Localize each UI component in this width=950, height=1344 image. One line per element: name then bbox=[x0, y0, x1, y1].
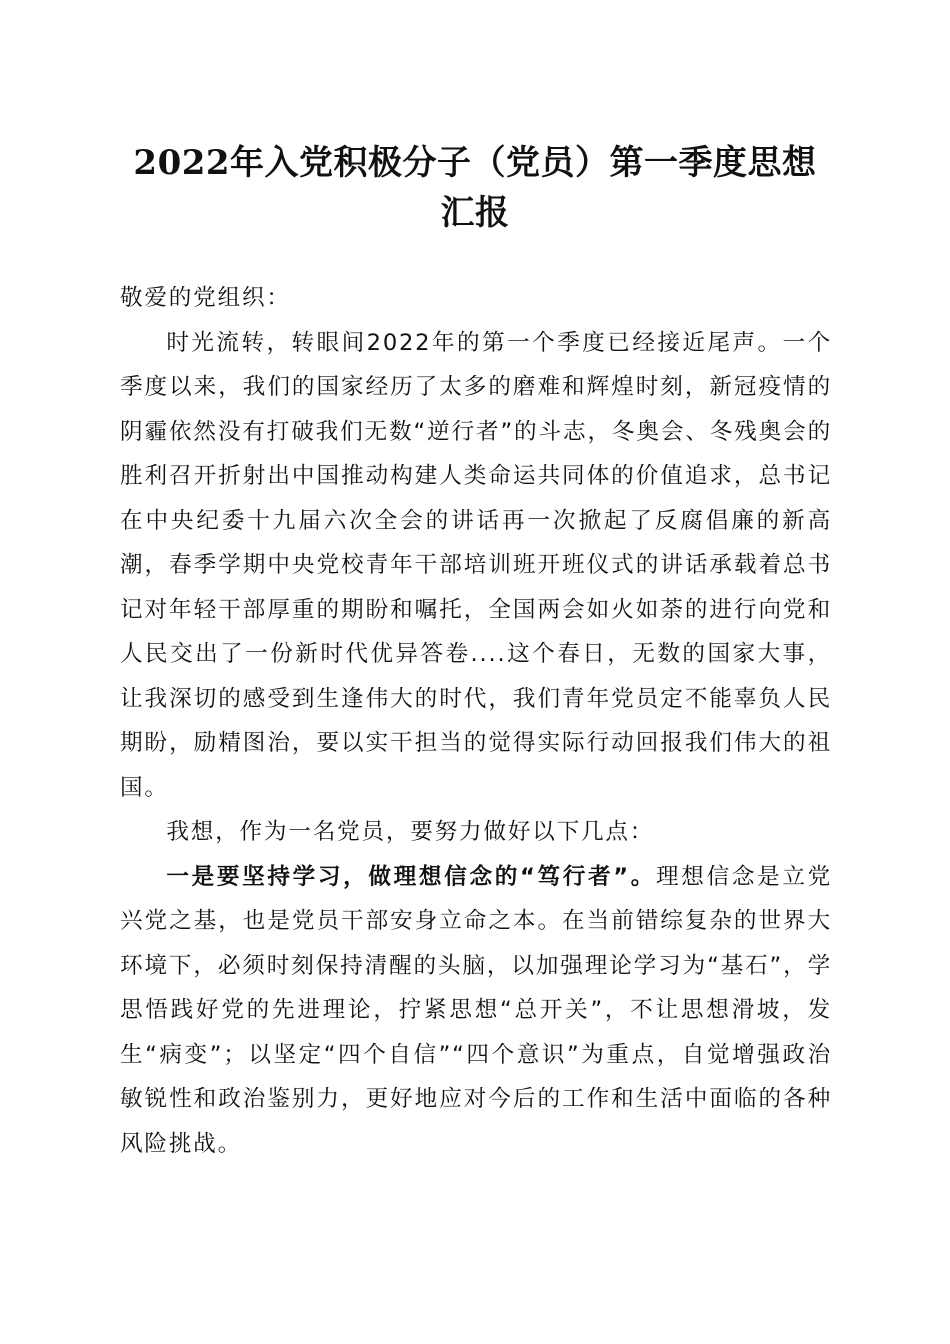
document-body bbox=[120, 276, 832, 1166]
paragraph-intro: 时光流转，转眼间2022年的第一个季度已经接近尾声。一个季度以来，我们的国家经历了太多的磨难和辉煌时刻，新冠疫情的阴霾依然没有打破我们无数“逆行者”的斗志，冬奥会、冬残奥会的胜利召开折射出中国推动构建人类命运共同体的价值追求，总书记在中央纪委十九届六次全会的讲话再一次掀起了反腐倡廉的新高潮，春季学期中央党校青年干部培训班开班仪式的讲话承载着总书记对年轻干部厚重的期盼和嘱托，全国两会如火如荼的进行向党和人民交出了一份新时代优异答卷....这个春日，无数的国家大事，让我深切的感受到生逢伟大的时代，我们青年党员定不能辜负人民期盼，励精图治，要以实干担当的觉得实际行动回报我们伟大的祖国。 bbox=[120, 329, 832, 801]
document-title-line1: 2022年入党积极分子（党员）第一季度思想 bbox=[133, 143, 817, 183]
salutation: 敬爱的党组织： bbox=[120, 285, 291, 311]
point-one-heading: 一是要坚持学习，做理想信念的“笃行者”。 bbox=[166, 863, 657, 890]
document-title-line2: 汇报 bbox=[440, 193, 510, 233]
point-one-body: 理想信念是立党兴党之基，也是党员干部安身立命之本。在当前错综复杂的世界大环境下，必须时刻保持清醒的头脑，以加强理论学习为“基石”，学思悟践好党的先进理论，拧紧思想“总开关”，不让思想滑坡，发生“病变”；以坚定“四个自信”“四个意识”为重点，自觉增强政治敏锐性和政治鉴别力，更好地应对今后的工作和生活中面临的各种风险挑战。 bbox=[120, 863, 832, 1157]
paragraph-points-lead: 我想，作为一名党员，要努力做好以下几点： bbox=[166, 819, 655, 845]
document-title bbox=[100, 138, 850, 238]
paragraph-point-one bbox=[120, 855, 832, 1167]
